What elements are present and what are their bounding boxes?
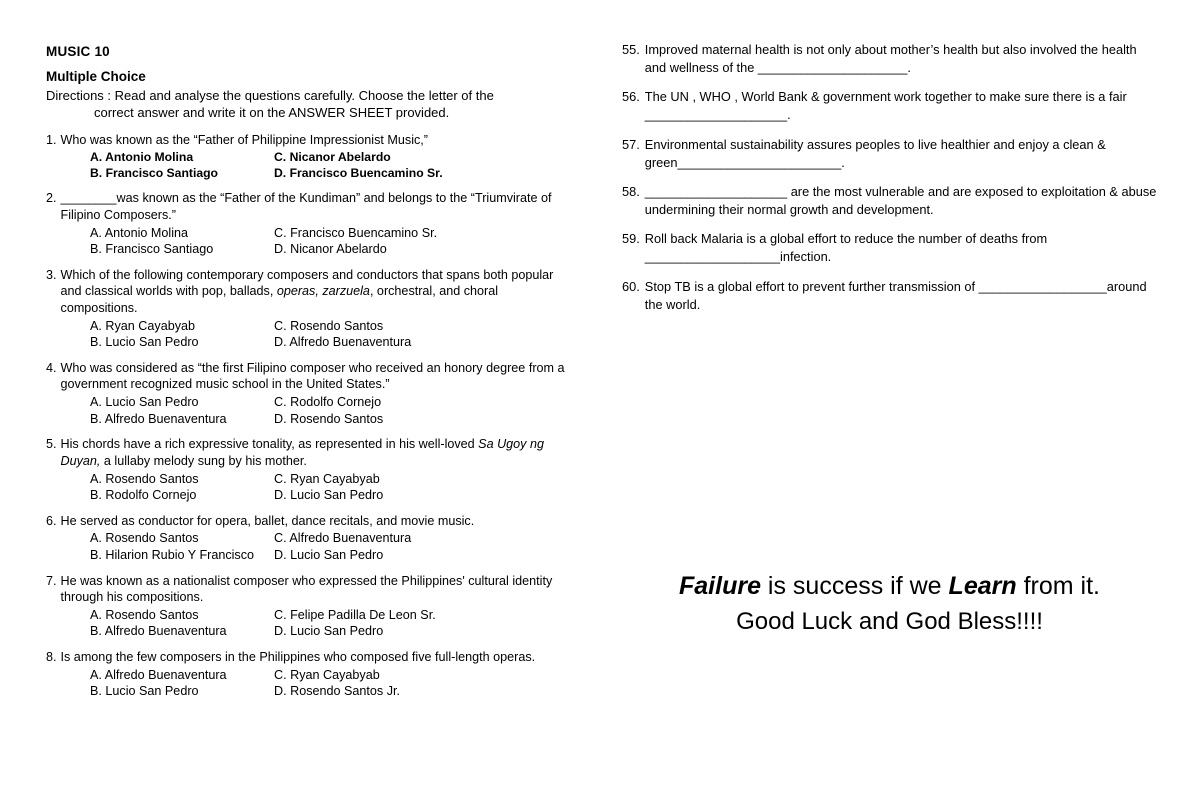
choice-option[interactable]: A. Rosendo Santos: [90, 531, 199, 546]
closing-mid-1: is success if we: [760, 572, 949, 600]
choice-option[interactable]: A. Antonio Molina: [90, 150, 194, 165]
question-number: 1.: [46, 132, 57, 147]
question-body: [61, 267, 571, 317]
choice-option[interactable]: D. Lucio San Pedro: [274, 624, 384, 639]
question-text: [46, 132, 571, 149]
choice-option[interactable]: A. Lucio San Pedro: [90, 395, 199, 410]
choice-list: [46, 607, 571, 640]
choice-option[interactable]: B. Lucio San Pedro: [90, 335, 199, 350]
choice-option[interactable]: A. Rosendo Santos: [90, 607, 199, 622]
directions-line-2: correct answer and write it on the ANSWER SHEET provided.: [94, 105, 450, 121]
question-item: [46, 267, 571, 351]
choice-row: [90, 547, 571, 564]
choice-row: [90, 394, 571, 411]
choice-row: [90, 471, 571, 488]
choice-option[interactable]: C. Ryan Cayabyab: [274, 667, 380, 682]
question-body-pre: Which of the following contemporary composers and conductors that spans both popular and classical worlds with pop, ballads,: [60, 267, 554, 299]
choice-list: [46, 530, 571, 563]
question-item: [622, 183, 1157, 219]
choice-option[interactable]: C. Felipe Padilla De Leon Sr.: [274, 607, 436, 622]
closing-word-failure: Failure: [679, 572, 761, 600]
choice-option[interactable]: B. Lucio San Pedro: [90, 684, 199, 699]
question-body-post: a lullaby melody sung by his mother.: [100, 453, 307, 468]
question-body: [61, 436, 571, 469]
choice-row: [90, 334, 571, 351]
question-body: Is among the few composers in the Philippines who composed five full-length operas.: [60, 649, 536, 664]
choice-row: [90, 411, 571, 428]
question-text: [46, 573, 571, 606]
choice-option[interactable]: D. Nicanor Abelardo: [274, 242, 387, 257]
choice-option[interactable]: A. Antonio Molina: [90, 225, 189, 240]
closing-mid-2: from it.: [1016, 572, 1100, 600]
choice-option[interactable]: D. Francisco Buencamino Sr.: [274, 166, 443, 181]
choice-row: [90, 683, 571, 700]
question-item: [622, 278, 1157, 314]
question-item: [622, 88, 1157, 124]
choice-option[interactable]: C. Nicanor Abelardo: [274, 150, 391, 165]
question-text: [46, 649, 571, 666]
closing-word-learn: Learn: [948, 572, 1017, 600]
choice-list: [46, 471, 571, 504]
question-number: 58.: [622, 183, 640, 199]
choice-option[interactable]: B. Francisco Santiago: [90, 242, 214, 257]
question-body-post: , orchestral, and choral compositions.: [60, 284, 499, 316]
question-text: [622, 278, 1157, 314]
question-number: 57.: [622, 136, 640, 152]
choice-option[interactable]: B. Francisco Santiago: [90, 166, 218, 181]
choice-list: [46, 225, 571, 258]
question-body-pre: His chords have a rich expressive tonality, as represented in his well-loved: [60, 437, 479, 452]
choice-option[interactable]: C. Ryan Cayabyab: [274, 471, 380, 486]
left-column: [46, 44, 571, 709]
choice-row: [90, 165, 571, 181]
directions-line-1: Directions : Read and analyse the questions carefully. Choose the letter of the: [46, 88, 494, 103]
question-item: [46, 649, 571, 700]
question-number: 5.: [46, 437, 57, 452]
question-body-italic: operas, zarzuela: [276, 284, 370, 299]
question-body: Environmental sustainability assures peoples to live healthier and enjoy a clean & green_______________________.: [644, 136, 1106, 170]
choice-option[interactable]: C. Francisco Buencamino Sr.: [274, 225, 438, 240]
choice-row: [90, 530, 571, 547]
choice-option[interactable]: A. Ryan Cayabyab: [90, 318, 196, 333]
choice-option[interactable]: D. Alfredo Buenaventura: [274, 335, 412, 350]
question-text: [622, 230, 1157, 266]
choice-option[interactable]: B. Hilarion Rubio Y Francisco: [90, 547, 255, 562]
question-text: [46, 190, 571, 223]
question-number: 4.: [46, 360, 57, 375]
question-text: [46, 360, 571, 393]
directions: [46, 87, 571, 122]
choice-row: [90, 318, 571, 335]
choice-list: [46, 149, 571, 181]
question-text: [622, 88, 1157, 124]
choice-option[interactable]: B. Rodolfo Cornejo: [90, 488, 197, 503]
question-number: 3.: [46, 267, 57, 282]
question-item: [46, 573, 571, 640]
question-item: [46, 513, 571, 564]
question-text: [46, 436, 571, 469]
choice-row: [90, 667, 571, 684]
question-item: [46, 360, 571, 427]
question-body: The UN , WHO , World Bank & government work together to make sure there is a fair ____________________.: [644, 89, 1127, 123]
question-body: He was known as a nationalist composer who expressed the Philippines' cultural identity through his compositions.: [60, 573, 553, 605]
question-text: [622, 136, 1157, 172]
choice-row: [90, 241, 571, 258]
choice-option[interactable]: A. Alfredo Buenaventura: [90, 667, 227, 682]
choice-option[interactable]: C. Rosendo Santos: [274, 318, 384, 333]
question-text: [622, 41, 1157, 77]
choice-list: [46, 394, 571, 427]
question-text: [622, 183, 1157, 219]
choice-option[interactable]: B. Alfredo Buenaventura: [90, 411, 227, 426]
choice-row: [90, 487, 571, 504]
choice-option[interactable]: D. Lucio San Pedro: [274, 488, 384, 503]
question-number: 59.: [622, 231, 640, 247]
question-number: 6.: [46, 513, 57, 528]
question-body: He served as conductor for opera, ballet, dance recitals, and movie music.: [60, 513, 475, 528]
page-title: MUSIC 10: [46, 44, 110, 59]
choice-row: [90, 623, 571, 640]
question-body-italic: Sa Ugoy ng Duyan,: [60, 437, 544, 468]
question-number: 8.: [46, 649, 57, 664]
question-number: 60.: [622, 278, 640, 294]
choice-option[interactable]: A. Rosendo Santos: [90, 471, 199, 486]
question-item: [622, 41, 1157, 77]
choice-row: [90, 607, 571, 624]
closing-line-2: Good Luck and God Bless!!!!: [736, 607, 1043, 635]
question-text: [46, 513, 571, 530]
question-body: ________was known as the “Father of the Kundiman” and belongs to the “Triumvirate of Filipino Composers.”: [60, 191, 552, 222]
question-body: Who was known as the “Father of Philippine Impressionist Music,”: [60, 132, 428, 147]
question-body: Who was considered as “the first Filipino composer who received an honory degree from a government recognized music school in the United States.”: [60, 360, 565, 392]
choice-option[interactable]: D. Lucio San Pedro: [274, 547, 384, 562]
choice-option[interactable]: C. Alfredo Buenaventura: [274, 531, 412, 546]
question-item: [46, 436, 571, 503]
choice-list: [46, 667, 571, 700]
question-body: Improved maternal health is not only about mother’s health but also involved the health and wellness of the _____________________.: [644, 42, 1137, 76]
choice-list: [46, 318, 571, 351]
question-item: [46, 190, 571, 257]
choice-option[interactable]: B. Alfredo Buenaventura: [90, 624, 227, 639]
question-text: [46, 267, 571, 317]
question-body: Stop TB is a global effort to prevent further transmission of __________________around the world.: [644, 278, 1147, 312]
question-number: 2.: [46, 191, 57, 206]
question-number: 7.: [46, 573, 57, 588]
question-number: 55.: [622, 42, 640, 57]
closing-message: [622, 570, 1157, 638]
question-body: Roll back Malaria is a global effort to reduce the number of deaths from ___________________infection.: [644, 231, 1048, 265]
question-item: [46, 132, 571, 182]
closing-line-1: [622, 570, 1157, 603]
question-body: ____________________ are the most vulnerable and are exposed to exploitation & abuse undermining their normal growth and development.: [644, 183, 1157, 218]
choice-row: [90, 149, 571, 165]
question-item: [622, 136, 1157, 172]
question-item: [622, 230, 1157, 266]
question-number: 56.: [622, 89, 640, 105]
right-column: [622, 41, 1157, 325]
choice-option[interactable]: D. Rosendo Santos: [274, 411, 384, 426]
choice-row: [90, 225, 571, 242]
choice-option[interactable]: C. Rodolfo Cornejo: [274, 395, 382, 410]
section-title: Multiple Choice: [46, 69, 146, 84]
choice-option[interactable]: D. Rosendo Santos Jr.: [274, 684, 401, 699]
